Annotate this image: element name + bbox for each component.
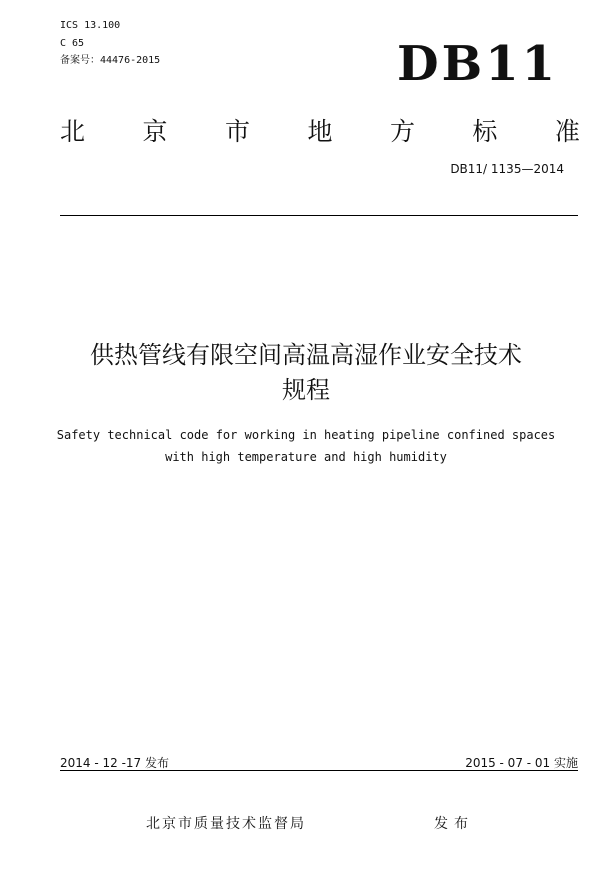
standard-type-char: 标 — [472, 117, 498, 146]
standard-type-char: 方 — [389, 117, 415, 146]
title-chinese-line-2: 规程 — [282, 376, 330, 404]
standard-type-char: 市 — [224, 117, 250, 146]
standard-type-char: 地 — [307, 117, 333, 146]
issue-date: 2014 - 12 -17 发布 — [60, 756, 169, 770]
standard-type-heading — [60, 112, 580, 148]
title-english-line-1: Safety technical code for working in heating pipeline confined spaces — [56, 428, 556, 442]
footer-divider — [60, 770, 578, 771]
db11-logo: DB11 — [397, 36, 558, 92]
standard-number: DB11/ 1135—2014 — [450, 162, 564, 176]
ics-code: ICS 13.100 — [60, 20, 121, 31]
title-english-line-2: with high temperature and high humidity — [165, 450, 447, 464]
standard-type-char: 北 — [60, 117, 86, 146]
header-divider — [60, 215, 578, 216]
standard-type-char: 准 — [554, 117, 580, 146]
issuing-authority: 北京市质量技术监督局 — [146, 816, 306, 832]
ccs-code: C 65 — [60, 38, 85, 49]
implementation-date: 2015 - 07 - 01 实施 — [465, 756, 578, 770]
standard-type-char: 京 — [142, 117, 168, 146]
publish-label: 发布 — [434, 816, 474, 832]
title-chinese-line-1: 供热管线有限空间高温高湿作业安全技术 — [90, 341, 522, 369]
record-number: 备案号：44476-2015 — [60, 55, 161, 66]
